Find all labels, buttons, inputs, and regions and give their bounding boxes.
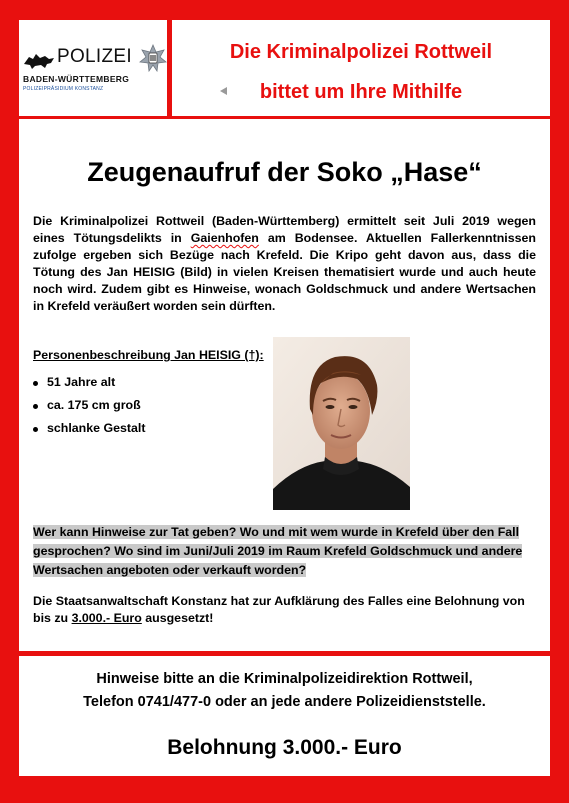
intro-text-start: Die Kriminalpolizei Rottweil (Baden-Württemberg) ermittelt seit Juli 2019 wegen eines Tötungsdelikts in	[33, 214, 536, 245]
header-box	[172, 20, 550, 116]
police-star-icon	[139, 44, 167, 72]
intro-place: Gaienhofen	[190, 231, 259, 245]
footer-box	[19, 656, 550, 776]
victim-photo	[273, 337, 410, 510]
contact-line-1: Hinweise bitte an die Kriminalpolizeidirektion Rottweil,	[96, 671, 473, 687]
bullet-icon	[33, 375, 47, 389]
reward-banner: Belohnung 3.000.- Euro	[167, 736, 402, 759]
lion-icon	[23, 50, 55, 70]
reward-amount: 3.000.- Euro	[71, 611, 142, 625]
list-item	[33, 398, 145, 421]
header-line-1: Die Kriminalpolizei Rottweil	[229, 41, 493, 63]
reward-text-start: Die Staatsanwaltschaft Konstanz hat zur Aufklärung des Falles eine Belohnung von bis zu	[33, 594, 525, 625]
main-content	[19, 119, 550, 651]
intro-paragraph	[33, 213, 536, 315]
bullet-text: schlanke Gestalt	[47, 421, 146, 435]
contact-line-2: Telefon 0741/477-0 oder an jede andere Polizeidienststelle.	[83, 694, 486, 710]
header-line-2: bittet um Ihre Mithilfe	[259, 81, 463, 103]
police-logo	[19, 20, 167, 116]
page-title: Zeugenaufruf der Soko „Hase“	[87, 157, 482, 187]
bullet-icon	[33, 421, 47, 435]
intro-text-end: am Bodensee. Aktuellen Fallerkenntnissen zufolge ergeben sich Bezüge nach Krefeld. Die Kripo geht davon aus, dass die Tötung des Jan HEISIG (Bild) in vielen Kreisen thematisiert wurde und auch heute noch wird. Zudem gibt es Hinweise, wonach Goldschmuck und andere Wertsachen in Krefeld veräußert worden sein dürften.	[33, 231, 536, 313]
bullet-icon	[33, 398, 47, 412]
list-item	[33, 375, 145, 398]
logo-subtitle: POLIZEIPRÄSIDIUM KONSTANZ	[23, 86, 104, 92]
question-paragraph	[33, 523, 543, 580]
logo-wordmark: POLIZEI	[57, 46, 132, 67]
list-item	[33, 421, 145, 444]
description-list	[33, 375, 145, 444]
bullet-text: ca. 175 cm groß	[47, 398, 141, 412]
reward-text-end: ausgesetzt!	[141, 611, 214, 625]
logo-state-name: BADEN-WÜRTTEMBERG	[23, 74, 130, 84]
description-heading: Personenbeschreibung Jan HEISIG (†):	[33, 348, 264, 362]
bullet-text: 51 Jahre alt	[47, 375, 116, 389]
reward-paragraph	[33, 593, 543, 627]
question-highlight: Wer kann Hinweise zur Tat geben? Wo und mit wem wurde in Krefeld über den Fall gesprochen? Wo sind im Juni/Juli 2019 im Raum Krefeld Goldschmuck und andere Wertsachen angeboten oder verkauft worden?	[33, 525, 523, 577]
